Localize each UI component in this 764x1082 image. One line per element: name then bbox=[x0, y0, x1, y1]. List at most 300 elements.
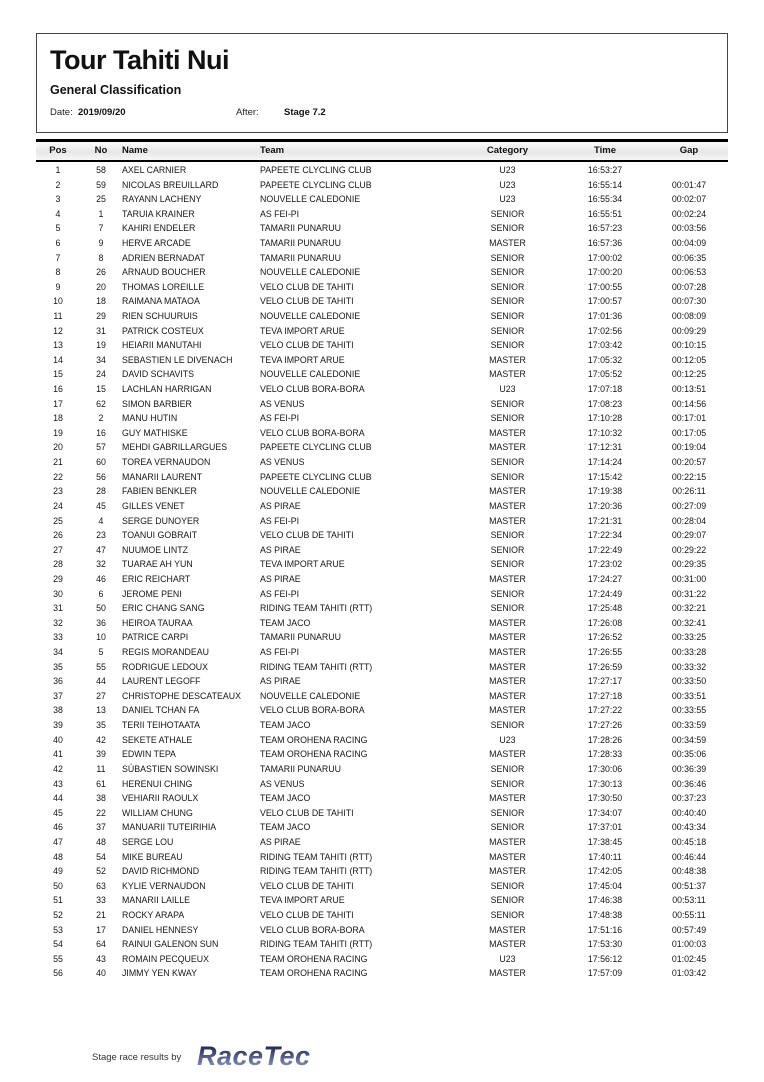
gap-cell: 00:02:07 bbox=[671, 194, 707, 205]
no-cell: 20 bbox=[96, 281, 106, 292]
team-cell: TEAM JACO bbox=[260, 720, 311, 731]
gap-cell: 00:29:35 bbox=[671, 559, 707, 570]
gap-cell: 00:46:44 bbox=[671, 851, 707, 862]
name-cell: LACHLAN HARRIGAN bbox=[122, 384, 212, 395]
pos-cell: 40 bbox=[53, 734, 63, 745]
pos-cell: 43 bbox=[53, 778, 63, 789]
no-cell: 26 bbox=[96, 267, 106, 278]
no-cell: 5 bbox=[98, 647, 104, 658]
pos-cell: 25 bbox=[53, 515, 63, 526]
pos-cell: 21 bbox=[53, 457, 63, 468]
team-cell: VELO CLUB BORA-BORA bbox=[260, 427, 365, 438]
no-cell: 2 bbox=[98, 413, 104, 424]
category-cell: SENIOR bbox=[490, 778, 525, 789]
table-row bbox=[36, 324, 728, 339]
table-row bbox=[36, 251, 728, 266]
gap-cell: 00:28:04 bbox=[671, 515, 707, 526]
time-cell: 17:26:08 bbox=[587, 617, 623, 628]
team-cell: AS PIRAE bbox=[260, 500, 301, 511]
category-cell: MASTER bbox=[489, 237, 526, 248]
time-cell: 17:27:17 bbox=[587, 676, 623, 687]
name-cell: SERGE DUNOYER bbox=[122, 515, 200, 526]
pos-cell: 44 bbox=[53, 793, 63, 804]
name-cell: TOREA VERNAUDON bbox=[122, 457, 211, 468]
name-cell: NUUMOE LINTZ bbox=[122, 544, 188, 555]
table-row bbox=[36, 747, 728, 762]
category-cell: MASTER bbox=[489, 866, 526, 877]
team-cell: RIDING TEAM TAHITI (RTT) bbox=[260, 851, 373, 862]
category-cell: MASTER bbox=[489, 690, 526, 701]
table-row bbox=[36, 397, 728, 412]
time-cell: 17:14:24 bbox=[587, 457, 623, 468]
no-cell: 27 bbox=[96, 690, 106, 701]
table-row bbox=[36, 645, 728, 660]
team-cell: NOUVELLE CALEDONIE bbox=[260, 194, 361, 205]
category-cell: MASTER bbox=[489, 836, 526, 847]
team-cell: VELO CLUB DE TAHITI bbox=[260, 880, 354, 891]
gap-cell: 00:08:09 bbox=[671, 311, 707, 321]
category-cell: SENIOR bbox=[490, 281, 525, 292]
name-cell: CHRISTOPHE DESCATEAUX bbox=[122, 690, 241, 701]
pos-cell: 30 bbox=[53, 588, 63, 599]
no-cell: 40 bbox=[96, 968, 106, 979]
no-cell: 59 bbox=[96, 179, 106, 190]
table-row bbox=[36, 368, 728, 383]
gap-cell: 00:36:39 bbox=[671, 763, 707, 774]
table-row bbox=[36, 426, 728, 441]
table-row bbox=[36, 382, 728, 397]
pos-cell: 6 bbox=[55, 237, 61, 248]
pos-cell: 48 bbox=[53, 851, 63, 862]
no-cell: 31 bbox=[96, 325, 106, 336]
table-row bbox=[36, 528, 728, 543]
time-cell: 17:30:13 bbox=[587, 778, 623, 789]
name-cell: VEHIARII RAOULX bbox=[122, 793, 199, 804]
pos-cell: 45 bbox=[53, 807, 63, 818]
pos-cell: 51 bbox=[53, 895, 63, 906]
no-cell: 57 bbox=[96, 442, 106, 453]
category-cell: SENIOR bbox=[490, 588, 525, 599]
time-cell: 17:22:49 bbox=[587, 544, 623, 555]
time-cell: 17:24:49 bbox=[587, 588, 623, 599]
team-cell: AS FEI-PI bbox=[260, 208, 300, 219]
team-cell: TAMARII PUNARUU bbox=[260, 763, 341, 774]
time-cell: 17:30:50 bbox=[587, 793, 623, 804]
no-cell: 19 bbox=[96, 340, 106, 351]
gap-cell: 00:33:55 bbox=[671, 705, 707, 716]
time-cell: 17:08:23 bbox=[587, 398, 623, 409]
category-cell: U23 bbox=[499, 179, 516, 190]
time-cell: 16:55:14 bbox=[587, 179, 623, 190]
table-row bbox=[36, 806, 728, 821]
table-header-row bbox=[36, 139, 728, 162]
no-cell: 52 bbox=[96, 866, 106, 877]
gap-cell: 00:34:59 bbox=[671, 734, 707, 745]
table-row bbox=[36, 441, 728, 456]
category-cell: U23 bbox=[499, 194, 516, 205]
no-cell: 63 bbox=[96, 880, 106, 891]
category-cell: SENIOR bbox=[490, 720, 525, 731]
no-cell: 56 bbox=[96, 471, 106, 482]
time-cell: 17:28:26 bbox=[587, 734, 623, 745]
category-cell: SENIOR bbox=[490, 311, 525, 321]
time-cell: 17:46:38 bbox=[587, 895, 623, 906]
team-cell: AS PIRAE bbox=[260, 836, 301, 847]
name-cell: LAURENT LEGOFF bbox=[122, 676, 201, 687]
table-row bbox=[36, 879, 728, 894]
time-cell: 17:21:31 bbox=[587, 515, 623, 526]
name-cell: MANARII LAILLE bbox=[122, 895, 190, 906]
gap-cell: 00:07:28 bbox=[671, 281, 707, 292]
time-cell: 17:53:30 bbox=[587, 939, 623, 950]
category-cell: MASTER bbox=[489, 617, 526, 628]
gap-cell: 00:06:35 bbox=[671, 252, 707, 263]
category-cell: SENIOR bbox=[490, 530, 525, 541]
team-cell: RIDING TEAM TAHITI (RTT) bbox=[260, 603, 373, 614]
pos-cell: 24 bbox=[53, 500, 63, 511]
pos-cell: 29 bbox=[53, 573, 63, 584]
team-cell: TAMARII PUNARUU bbox=[260, 252, 341, 263]
category-cell: MASTER bbox=[489, 427, 526, 438]
pos-cell: 5 bbox=[55, 223, 61, 234]
racetec-logo: RaceTec bbox=[197, 1041, 311, 1071]
pos-cell: 16 bbox=[53, 384, 63, 395]
category-cell: SENIOR bbox=[490, 252, 525, 263]
no-cell: 34 bbox=[96, 354, 106, 365]
time-cell: 16:57:36 bbox=[587, 237, 623, 248]
pos-cell: 42 bbox=[53, 763, 63, 774]
name-cell: JIMMY YEN KWAY bbox=[122, 968, 197, 979]
gap-cell: 00:33:32 bbox=[671, 661, 707, 672]
no-cell: 23 bbox=[96, 530, 106, 541]
time-cell: 17:12:31 bbox=[587, 442, 623, 453]
team-cell: PAPEETE CLYCLING CLUB bbox=[260, 471, 372, 482]
time-cell: 17:45:04 bbox=[587, 880, 623, 891]
pos-cell: 27 bbox=[53, 544, 63, 555]
team-cell: AS PIRAE bbox=[260, 573, 301, 584]
table-row bbox=[36, 631, 728, 646]
gap-cell: 00:31:22 bbox=[671, 588, 707, 599]
team-cell: NOUVELLE CALEDONIE bbox=[260, 369, 361, 380]
no-cell: 39 bbox=[96, 749, 106, 760]
name-cell: DAVID RICHMOND bbox=[122, 866, 200, 877]
pos-cell: 55 bbox=[53, 953, 63, 964]
time-cell: 16:53:27 bbox=[587, 164, 623, 175]
team-cell: AS FEI-PI bbox=[260, 515, 300, 526]
team-cell: TEAM OROHENA RACING bbox=[260, 953, 368, 964]
name-cell: REGIS MORANDEAU bbox=[122, 647, 210, 658]
team-cell: TAMARII PUNARUU bbox=[260, 632, 341, 643]
name-cell: RODRIGUE LEDOUX bbox=[122, 661, 209, 672]
table-row bbox=[36, 835, 728, 850]
category-cell: SENIOR bbox=[490, 603, 525, 614]
footer-caption: Stage race results by bbox=[92, 1052, 182, 1063]
no-cell: 42 bbox=[96, 734, 106, 745]
no-cell: 47 bbox=[96, 544, 106, 555]
table-row bbox=[36, 265, 728, 280]
pos-cell: 28 bbox=[53, 559, 63, 570]
gap-cell: 00:07:30 bbox=[671, 296, 707, 307]
time-cell: 17:20:36 bbox=[587, 500, 623, 511]
time-cell: 17:03:42 bbox=[587, 340, 623, 351]
team-cell: TEAM OROHENA RACING bbox=[260, 968, 368, 979]
category-cell: SENIOR bbox=[490, 398, 525, 409]
no-cell: 50 bbox=[96, 603, 106, 614]
table-row bbox=[36, 616, 728, 631]
pos-cell: 54 bbox=[53, 939, 63, 950]
name-cell: ERIC CHANG SANG bbox=[122, 603, 205, 614]
team-cell: TAMARII PUNARUU bbox=[260, 223, 341, 234]
category-cell: MASTER bbox=[489, 968, 526, 979]
pos-cell: 15 bbox=[53, 369, 63, 380]
category-cell: SENIOR bbox=[490, 296, 525, 307]
no-cell: 35 bbox=[96, 720, 106, 731]
team-cell: VELO CLUB DE TAHITI bbox=[260, 530, 354, 541]
table-row bbox=[36, 192, 728, 207]
team-cell: NOUVELLE CALEDONIE bbox=[260, 486, 361, 497]
gap-cell: 00:19:04 bbox=[671, 442, 707, 453]
category-cell: SENIOR bbox=[490, 413, 525, 424]
category-cell: MASTER bbox=[489, 793, 526, 804]
stage-value: Stage 7.2 bbox=[284, 107, 326, 118]
category-cell: MASTER bbox=[489, 749, 526, 760]
table-row bbox=[36, 514, 728, 529]
time-cell: 17:26:52 bbox=[587, 632, 623, 643]
pos-cell: 49 bbox=[53, 866, 63, 877]
table-row bbox=[36, 309, 728, 324]
no-cell: 17 bbox=[96, 924, 106, 935]
category-cell: MASTER bbox=[489, 676, 526, 687]
table-row bbox=[36, 777, 728, 792]
gap-cell: 00:10:15 bbox=[671, 340, 707, 351]
no-cell: 54 bbox=[96, 851, 106, 862]
table-row bbox=[36, 850, 728, 865]
gap-cell: 00:13:51 bbox=[671, 384, 707, 395]
pos-cell: 37 bbox=[53, 690, 63, 701]
no-cell: 4 bbox=[98, 515, 104, 526]
category-cell: MASTER bbox=[489, 573, 526, 584]
pos-cell: 20 bbox=[53, 442, 63, 453]
name-cell: RAYANN LACHENY bbox=[122, 194, 202, 205]
classification-subtitle: General Classification bbox=[50, 83, 182, 97]
table-row bbox=[36, 557, 728, 572]
time-cell: 16:57:23 bbox=[587, 223, 623, 234]
team-cell: VELO CLUB BORA-BORA bbox=[260, 705, 365, 716]
category-cell: MASTER bbox=[489, 851, 526, 862]
name-cell: SÚBASTIEN SOWINSKI bbox=[122, 763, 219, 774]
table-row bbox=[36, 484, 728, 499]
table-row bbox=[36, 163, 728, 178]
pos-cell: 36 bbox=[53, 676, 63, 687]
no-cell: 36 bbox=[96, 617, 106, 628]
name-cell: ARNAUD BOUCHER bbox=[122, 267, 206, 278]
table-row bbox=[36, 587, 728, 602]
pos-cell: 41 bbox=[53, 749, 63, 760]
pos-cell: 34 bbox=[53, 647, 63, 658]
team-cell: AS FEI-PI bbox=[260, 413, 300, 424]
time-cell: 17:22:34 bbox=[587, 530, 623, 541]
table-row bbox=[36, 864, 728, 879]
time-cell: 17:19:38 bbox=[587, 486, 623, 497]
category-cell: U23 bbox=[499, 164, 516, 175]
pos-cell: 50 bbox=[53, 880, 63, 891]
pos-cell: 1 bbox=[55, 164, 61, 175]
name-cell: SEBASTIEN LE DIVENACH bbox=[122, 354, 233, 365]
no-cell: 46 bbox=[96, 573, 106, 584]
name-cell: RIEN SCHUURUIS bbox=[122, 311, 198, 321]
gap-cell: 00:17:01 bbox=[671, 413, 707, 424]
time-cell: 17:00:55 bbox=[587, 281, 623, 292]
name-cell: HERENUI CHING bbox=[122, 778, 193, 789]
time-cell: 17:15:42 bbox=[587, 471, 623, 482]
gap-cell: 01:00:03 bbox=[671, 939, 707, 950]
pos-cell: 33 bbox=[53, 632, 63, 643]
pos-cell: 32 bbox=[53, 617, 63, 628]
team-cell: VELO CLUB DE TAHITI bbox=[260, 807, 354, 818]
pos-cell: 17 bbox=[53, 398, 63, 409]
column-header-team: Team bbox=[260, 145, 285, 157]
no-cell: 61 bbox=[96, 778, 106, 789]
category-cell: MASTER bbox=[489, 924, 526, 935]
gap-cell: 00:22:15 bbox=[671, 471, 707, 482]
team-cell: AS PIRAE bbox=[260, 544, 301, 555]
report-meta bbox=[50, 107, 710, 121]
name-cell: DANIEL TCHAN FA bbox=[122, 705, 200, 716]
no-cell: 9 bbox=[98, 237, 104, 248]
no-cell: 45 bbox=[96, 500, 106, 511]
name-cell: MANUARII TUTEIRIHIA bbox=[122, 822, 217, 833]
table-row bbox=[36, 660, 728, 675]
team-cell: NOUVELLE CALEDONIE bbox=[260, 311, 361, 321]
pos-cell: 19 bbox=[53, 427, 63, 438]
gap-cell: 00:36:46 bbox=[671, 778, 707, 789]
no-cell: 16 bbox=[96, 427, 106, 438]
table-row bbox=[36, 470, 728, 485]
pos-cell: 10 bbox=[53, 296, 63, 307]
name-cell: MEHDI GABRILLARGUES bbox=[122, 442, 228, 453]
category-cell: SENIOR bbox=[490, 880, 525, 891]
gap-cell: 01:02:45 bbox=[671, 953, 707, 964]
no-cell: 11 bbox=[96, 763, 106, 774]
time-cell: 17:00:02 bbox=[587, 252, 623, 263]
time-cell: 17:38:45 bbox=[587, 836, 623, 847]
category-cell: SENIOR bbox=[490, 457, 525, 468]
time-cell: 17:01:36 bbox=[587, 311, 623, 321]
pos-cell: 46 bbox=[53, 822, 63, 833]
pos-cell: 35 bbox=[53, 661, 63, 672]
no-cell: 21 bbox=[96, 909, 106, 920]
gap-cell: 00:33:51 bbox=[671, 690, 707, 701]
time-cell: 17:42:05 bbox=[587, 866, 623, 877]
pos-cell: 14 bbox=[53, 354, 63, 365]
category-cell: MASTER bbox=[489, 939, 526, 950]
table-row bbox=[36, 791, 728, 806]
team-cell: PAPEETE CLYCLING CLUB bbox=[260, 164, 372, 175]
team-cell: VELO CLUB DE TAHITI bbox=[260, 281, 354, 292]
name-cell: GUY MATHISKE bbox=[122, 427, 188, 438]
time-cell: 17:48:38 bbox=[587, 909, 623, 920]
name-cell: HEIARII MANUTAHI bbox=[122, 340, 202, 351]
time-cell: 17:25:48 bbox=[587, 603, 623, 614]
table-row bbox=[36, 280, 728, 295]
no-cell: 58 bbox=[96, 164, 106, 175]
date-label: Date: bbox=[50, 107, 73, 118]
table-row bbox=[36, 893, 728, 908]
team-cell: TEAM JACO bbox=[260, 617, 311, 628]
no-cell: 10 bbox=[96, 632, 106, 643]
time-cell: 17:10:32 bbox=[587, 427, 623, 438]
time-cell: 17:57:09 bbox=[587, 968, 623, 979]
time-cell: 17:07:18 bbox=[587, 384, 623, 395]
team-cell: TEVA IMPORT ARUE bbox=[260, 354, 345, 365]
no-cell: 1 bbox=[98, 208, 104, 219]
time-cell: 17:26:59 bbox=[587, 661, 623, 672]
table-row bbox=[36, 353, 728, 368]
name-cell: FABIEN BENKLER bbox=[122, 486, 197, 497]
team-cell: TEAM OROHENA RACING bbox=[260, 734, 368, 745]
report-header bbox=[36, 33, 728, 133]
name-cell: NICOLAS BREUILLARD bbox=[122, 179, 219, 190]
pos-cell: 8 bbox=[55, 267, 61, 278]
no-cell: 8 bbox=[98, 252, 104, 263]
no-cell: 32 bbox=[96, 559, 106, 570]
gap-cell: 00:32:41 bbox=[671, 617, 707, 628]
time-cell: 17:27:26 bbox=[587, 720, 623, 731]
gap-cell: 00:12:05 bbox=[671, 354, 707, 365]
category-cell: MASTER bbox=[489, 354, 526, 365]
name-cell: EDWIN TEPA bbox=[122, 749, 176, 760]
time-cell: 17:37:01 bbox=[587, 822, 623, 833]
time-cell: 17:26:55 bbox=[587, 647, 623, 658]
category-cell: MASTER bbox=[489, 632, 526, 643]
table-row bbox=[36, 294, 728, 309]
table-row bbox=[36, 455, 728, 470]
pos-cell: 7 bbox=[55, 252, 61, 263]
column-header-no: No bbox=[94, 145, 108, 157]
name-cell: HEIROA TAURAA bbox=[122, 617, 193, 628]
team-cell: TEAM OROHENA RACING bbox=[260, 749, 368, 760]
table-row bbox=[36, 236, 728, 251]
no-cell: 28 bbox=[96, 486, 106, 497]
gap-cell: 00:33:50 bbox=[671, 676, 707, 687]
no-cell: 24 bbox=[96, 369, 106, 380]
team-cell: AS VENUS bbox=[260, 778, 305, 789]
name-cell: DAVID SCHAVITS bbox=[122, 369, 195, 380]
gap-cell: 00:09:29 bbox=[671, 325, 707, 336]
no-cell: 43 bbox=[96, 953, 106, 964]
category-cell: SENIOR bbox=[490, 208, 525, 219]
category-cell: U23 bbox=[499, 953, 516, 964]
gap-cell: 01:03:42 bbox=[671, 968, 707, 979]
team-cell: AS FEI-PI bbox=[260, 647, 300, 658]
time-cell: 17:24:27 bbox=[587, 573, 623, 584]
gap-cell: 00:33:59 bbox=[671, 720, 707, 731]
category-cell: SENIOR bbox=[490, 807, 525, 818]
time-cell: 17:00:57 bbox=[587, 296, 623, 307]
team-cell: PAPEETE CLYCLING CLUB bbox=[260, 442, 372, 453]
category-cell: MASTER bbox=[489, 705, 526, 716]
no-cell: 15 bbox=[96, 384, 106, 395]
table-row bbox=[36, 411, 728, 426]
pos-cell: 11 bbox=[53, 311, 63, 321]
no-cell: 62 bbox=[96, 398, 106, 409]
name-cell: MIKE BUREAU bbox=[122, 851, 183, 862]
gap-cell: 00:14:56 bbox=[671, 398, 707, 409]
name-cell: RAIMANA MATAOA bbox=[122, 296, 200, 307]
table-row bbox=[36, 820, 728, 835]
pos-cell: 13 bbox=[53, 340, 63, 351]
table-row bbox=[36, 689, 728, 704]
